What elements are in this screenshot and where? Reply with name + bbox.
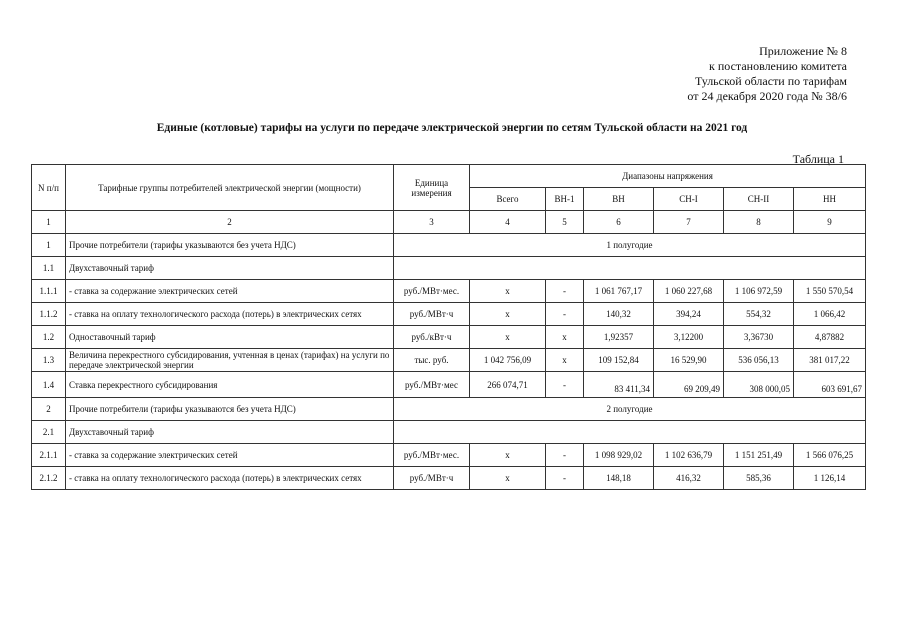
row-unit: руб./МВт·мес	[394, 372, 470, 398]
value-cell: 585,36	[724, 467, 794, 490]
row-number: 1	[32, 234, 66, 257]
value-cell: -	[546, 372, 584, 398]
value-cell: 1 060 227,68	[654, 280, 724, 303]
value-cell: 1 106 972,59	[724, 280, 794, 303]
row-name: - ставка за содержание электрических сетей	[66, 444, 394, 467]
value-cell: -	[546, 303, 584, 326]
value-cell: 1,92357	[584, 326, 654, 349]
value-cell: x	[470, 444, 546, 467]
value-cell: 554,32	[724, 303, 794, 326]
table-row	[32, 280, 866, 303]
index-cell: 9	[794, 211, 866, 234]
header-ranges: Диапазоны напряжения	[470, 165, 866, 188]
index-cell: 1	[32, 211, 66, 234]
row-unit: руб./МВт·ч	[394, 303, 470, 326]
table-row	[32, 349, 866, 372]
row-unit: руб./МВт·мес.	[394, 444, 470, 467]
appendix-line: к постановлению комитета	[709, 59, 847, 73]
value-cell: x	[470, 280, 546, 303]
header-unit: Единица измерения	[394, 165, 470, 211]
header-sub: СН-II	[724, 188, 794, 211]
header-sub: ВН-1	[546, 188, 584, 211]
value-cell: x	[546, 326, 584, 349]
value-cell: 1 151 251,49	[724, 444, 794, 467]
index-cell: 4	[470, 211, 546, 234]
header-sub: ВН	[584, 188, 654, 211]
row-number: 1.3	[32, 349, 66, 372]
row-unit: руб./МВт·мес.	[394, 280, 470, 303]
row-name: - ставка за содержание электрических сетей	[66, 280, 394, 303]
value-cell: 1 066,42	[794, 303, 866, 326]
value-cell: -	[546, 444, 584, 467]
index-cell: 5	[546, 211, 584, 234]
table-row	[32, 398, 866, 421]
value-cell: 416,32	[654, 467, 724, 490]
value-cell: 109 152,84	[584, 349, 654, 372]
row-number: 2	[32, 398, 66, 421]
value-cell: -	[546, 467, 584, 490]
index-cell: 8	[724, 211, 794, 234]
header-row	[32, 165, 866, 188]
value-cell: -	[546, 280, 584, 303]
appendix-line: Приложение № 8	[759, 44, 847, 58]
row-name: Одноставочный тариф	[66, 326, 394, 349]
value-cell: 140,32	[584, 303, 654, 326]
row-number: 1.4	[32, 372, 66, 398]
value-cell: 394,24	[654, 303, 724, 326]
row-name: Прочие потребители (тарифы указываются без учета НДС)	[66, 398, 394, 421]
index-cell: 3	[394, 211, 470, 234]
header-sub: СН-I	[654, 188, 724, 211]
row-name: Величина перекрестного субсидирования, учтенная в ценах (тарифах) на услуги по передаче электрической энергии	[66, 349, 394, 372]
value-cell: 308 000,05	[724, 372, 794, 398]
table-row	[32, 467, 866, 490]
row-name: - ставка на оплату технологического расхода (потерь) в электрических сетях	[66, 467, 394, 490]
row-name: Прочие потребители (тарифы указываются без учета НДС)	[66, 234, 394, 257]
row-number: 1.1.1	[32, 280, 66, 303]
value-cell: 3,12200	[654, 326, 724, 349]
value-cell: 1 126,14	[794, 467, 866, 490]
document-title: Единые (котловые) тарифы на услуги по передаче электрической энергии по сетям Тульской области на 2021 год	[156, 122, 748, 134]
table-row	[32, 326, 866, 349]
header-num: N п/п	[32, 165, 66, 211]
value-cell: 381 017,22	[794, 349, 866, 372]
value-cell: 603 691,67	[794, 372, 866, 398]
value-cell: 1 102 636,79	[654, 444, 724, 467]
index-row	[32, 211, 866, 234]
header-sub: Всего	[470, 188, 546, 211]
value-cell: 1 042 756,09	[470, 349, 546, 372]
value-cell: x	[470, 326, 546, 349]
value-cell: 1 098 929,02	[584, 444, 654, 467]
table-caption: Таблица 1	[792, 152, 844, 166]
table-row	[32, 372, 866, 398]
value-cell: x	[470, 303, 546, 326]
tariff-table	[31, 164, 866, 490]
table-row	[32, 257, 866, 280]
value-cell: 4,87882	[794, 326, 866, 349]
row-unit: тыс. руб.	[394, 349, 470, 372]
row-unit: руб./кВт·ч	[394, 326, 470, 349]
table-row	[32, 444, 866, 467]
row-name: Двухставочный тариф	[66, 257, 394, 280]
period-label: 1 полугодие	[394, 234, 866, 257]
empty-cell	[394, 257, 866, 280]
row-name: Двухставочный тариф	[66, 421, 394, 444]
value-cell: x	[546, 349, 584, 372]
row-name: Ставка перекрестного субсидирования	[66, 372, 394, 398]
row-number: 1.2	[32, 326, 66, 349]
row-unit: руб./МВт·ч	[394, 467, 470, 490]
appendix-line: от 24 декабря 2020 года № 38/6	[687, 89, 847, 103]
row-number: 1.1	[32, 257, 66, 280]
value-cell: 1 550 570,54	[794, 280, 866, 303]
value-cell: 148,18	[584, 467, 654, 490]
header-groups: Тарифные группы потребителей электрической энергии (мощности)	[66, 165, 394, 211]
appendix-block	[687, 44, 847, 104]
table-row	[32, 303, 866, 326]
empty-cell	[394, 421, 866, 444]
table-row	[32, 234, 866, 257]
value-cell: 16 529,90	[654, 349, 724, 372]
value-cell: 1 566 076,25	[794, 444, 866, 467]
row-number: 2.1.2	[32, 467, 66, 490]
value-cell: 266 074,71	[470, 372, 546, 398]
index-cell: 6	[584, 211, 654, 234]
row-number: 2.1.1	[32, 444, 66, 467]
header-sub: НН	[794, 188, 866, 211]
value-cell: 536 056,13	[724, 349, 794, 372]
index-cell: 7	[654, 211, 724, 234]
value-cell: 3,36730	[724, 326, 794, 349]
period-label: 2 полугодие	[394, 398, 866, 421]
row-number: 1.1.2	[32, 303, 66, 326]
value-cell: 83 411,34	[584, 372, 654, 398]
value-cell: 69 209,49	[654, 372, 724, 398]
table-row	[32, 421, 866, 444]
row-number: 2.1	[32, 421, 66, 444]
index-cell: 2	[66, 211, 394, 234]
value-cell: 1 061 767,17	[584, 280, 654, 303]
value-cell: x	[470, 467, 546, 490]
row-name: - ставка на оплату технологического расхода (потерь) в электрических сетях	[66, 303, 394, 326]
appendix-line: Тульской области по тарифам	[694, 74, 847, 88]
